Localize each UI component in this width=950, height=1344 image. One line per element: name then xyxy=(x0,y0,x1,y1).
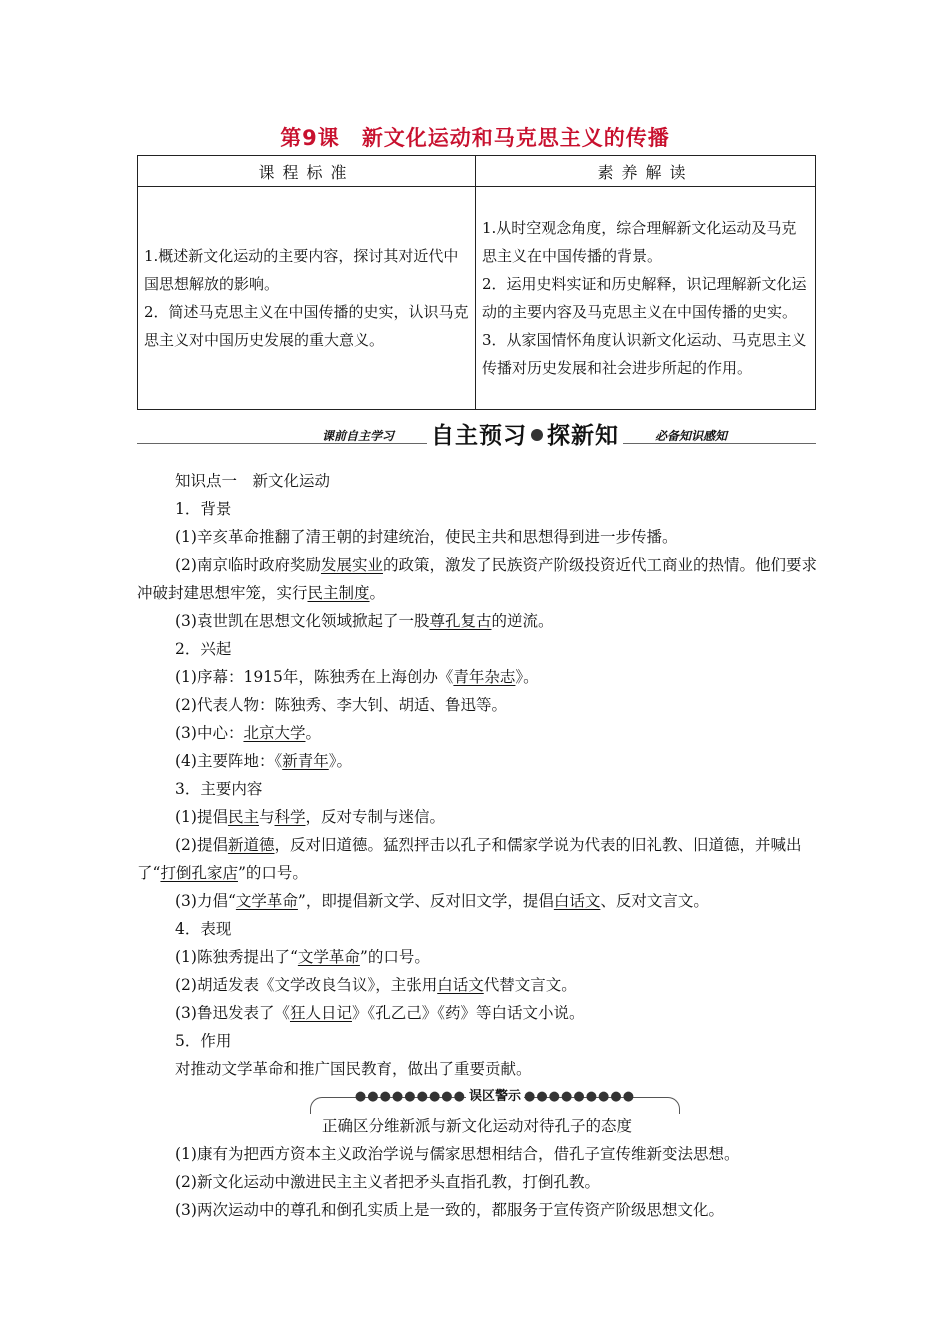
subheading: 4．表现 xyxy=(175,920,232,938)
banner-main-a: 自主预习 xyxy=(431,423,527,449)
literacy-item: 1.从时空观念角度，综合理解新文化运动及马克思主义在中国传播的背景。 xyxy=(482,219,797,265)
dots-decoration: ●●●●●●●●● xyxy=(354,1089,466,1104)
banner-right-text: 必备知识感知 xyxy=(655,429,728,443)
dots-decoration: ●●●●●●●●● xyxy=(524,1089,636,1104)
header-curriculum-standard: 课程标准 xyxy=(138,156,476,187)
warning-item: (2)新文化运动中激进民主主义者把矛头直指孔教，打倒孔教。 xyxy=(175,1173,600,1191)
standard-item: 1.概述新文化运动的主要内容，探讨其对近代中国思想解放的影响。 xyxy=(144,247,459,293)
paragraph: (1)辛亥革命推翻了清王朝的封建统治，使民主共和思想得到进一步传播。 xyxy=(175,528,678,546)
paragraph: (3)鲁迅发表了《狂人日记》《孔乙己》《药》等白话文小说。 xyxy=(175,1004,585,1022)
paragraph: 对推动文学革命和推广国民教育，做出了重要贡献。 xyxy=(175,1060,532,1078)
paragraph: (3)力倡“文学革命”，即提倡新文学、反对旧文学，提倡白话文、反对文言文。 xyxy=(175,892,709,910)
paragraph: (3)中心：北京大学。 xyxy=(175,724,321,742)
banner-main-b: 探新知 xyxy=(547,423,619,449)
lesson-name: 新文化运动和马克思主义的传播 xyxy=(361,126,670,150)
warning-item: (1)康有为把西方资本主义政治学说与儒家思想相结合，借孔子宣传维新变法思想。 xyxy=(175,1145,740,1163)
paragraph: (2)代表人物：陈独秀、李大钊、胡适、鲁迅等。 xyxy=(175,696,507,714)
paragraph: (1)序幕：1915年，陈独秀在上海创办《青年杂志》。 xyxy=(175,668,539,686)
paragraph: (2)胡适发表《文学改良刍议》，主张用白话文代替文言文。 xyxy=(175,976,577,994)
standard-item: 2．简述马克思主义在中国传播的史实，认识马克思主义对中国历史发展的重大意义。 xyxy=(144,303,469,349)
subheading: 3．主要内容 xyxy=(175,780,263,798)
paragraph: (3)袁世凯在思想文化领域掀起了一股尊孔复古的逆流。 xyxy=(175,612,554,630)
warning-label xyxy=(310,1085,680,1104)
arrow-dot-icon xyxy=(531,429,543,441)
knowledge-point-heading: 知识点一 新文化运动 xyxy=(175,472,331,490)
misconception-content xyxy=(137,1112,817,1224)
standards-table xyxy=(137,155,816,410)
banner-left-text: 课前自主学习 xyxy=(322,429,395,443)
header-literacy-interpretation: 素养解读 xyxy=(476,156,816,187)
main-content xyxy=(137,467,817,1083)
literacy-cell xyxy=(476,187,816,410)
banner-main xyxy=(427,417,623,450)
subheading: 5．作用 xyxy=(175,1032,232,1050)
warning-item: (3)两次运动中的尊孔和倒孔实质上是一致的，都服务于宣传资产阶级思想文化。 xyxy=(175,1201,724,1219)
subheading: 2．兴起 xyxy=(175,640,232,658)
warning-label-text: 误区警示 xyxy=(466,1089,524,1104)
lesson-number: 第9课 xyxy=(280,126,340,150)
paragraph: (2)南京临时政府奖励发展实业的政策，激发了民族资产阶级投资近代工商业的热情。他们要求冲破封建思想牢笼，实行民主制度。 xyxy=(137,556,817,602)
section-banner xyxy=(137,417,816,451)
literacy-item: 3．从家国情怀角度认识新文化运动、马克思主义传播对历史发展和社会进步所起的作用。 xyxy=(482,331,807,377)
paragraph: (2)提倡新道德，反对旧道德。猛烈抨击以孔子和儒家学说为代表的旧礼教、旧道德，并喊出了“打倒孔家店”的口号。 xyxy=(137,836,802,882)
warning-title: 正确区分维新派与新文化运动对待孔子的态度 xyxy=(321,1117,632,1135)
misconception-box-header xyxy=(310,1085,680,1115)
paragraph: (1)陈独秀提出了“文学革命”的口号。 xyxy=(175,948,430,966)
curriculum-standard-cell xyxy=(138,187,476,410)
lesson-title xyxy=(0,122,950,152)
paragraph: (1)提倡民主与科学，反对专制与迷信。 xyxy=(175,808,446,826)
subheading: 1．背景 xyxy=(175,500,232,518)
paragraph: (4)主要阵地：《新青年》。 xyxy=(175,752,352,770)
literacy-item: 2．运用史料实证和历史解释，识记理解新文化运动的主要内容及马克思主义在中国传播的史实。 xyxy=(482,275,807,321)
